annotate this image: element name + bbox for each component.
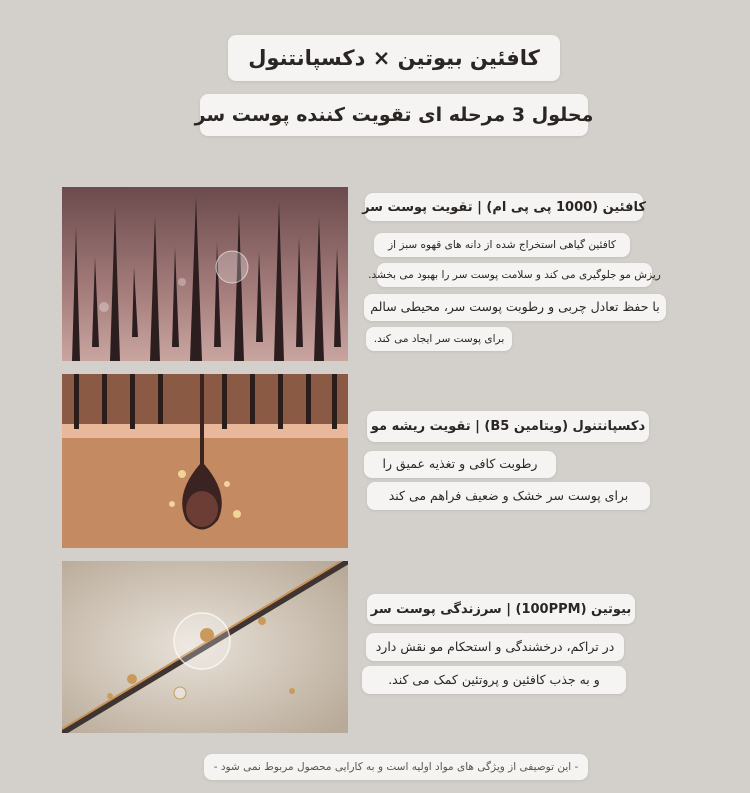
biotin-heading bbox=[367, 594, 635, 624]
disclaimer bbox=[204, 754, 588, 780]
biotin-line-2 bbox=[362, 666, 626, 694]
hair-follicles-icon bbox=[62, 187, 348, 361]
caffeine-heading bbox=[362, 193, 646, 221]
caffeine-line-3 bbox=[364, 294, 666, 321]
caffeine-line-4-text: برای پوست سر ایجاد می کند. bbox=[373, 332, 505, 345]
hair-strand-icon bbox=[62, 561, 348, 733]
dexpanthenol-line-1 bbox=[364, 451, 556, 478]
dexpanthenol-line-2-text: برای پوست سر خشک و ضعیف فراهم می کند bbox=[388, 487, 629, 503]
hair-root-icon bbox=[62, 374, 348, 548]
biotin-heading-text: بیوتین (100PPM) | سرزندگی پوست سر bbox=[370, 601, 632, 617]
caffeine-line-3-text: با حفظ تعادل چربی و رطوبت پوست سر، محیطی سالم bbox=[370, 299, 660, 315]
caffeine-line-4 bbox=[366, 327, 512, 351]
caffeine-line-1-text: کافئین گیاهی استخراج شده از دانه های قهوه سبز از bbox=[388, 238, 616, 251]
page-subtitle bbox=[194, 94, 594, 136]
biotin-line-2-text: و به جذب کافئین و پروتئین کمک می کند. bbox=[388, 671, 600, 687]
page-subtitle-text: محلول 3 مرحله ای تقویت کننده پوست سر bbox=[194, 103, 594, 126]
caffeine-line-1 bbox=[374, 233, 630, 257]
caffeine-line-2-text: ریزش مو جلوگیری می کند و سلامت پوست سر را بهبود می بخشد. bbox=[368, 268, 661, 281]
caffeine-image bbox=[62, 187, 348, 361]
page-title bbox=[228, 35, 560, 81]
page-title-text: کافئین بیوتین × دکسپانتنول bbox=[248, 45, 540, 70]
biotin-line-1-text: در تراکم، درخشندگی و استحکام مو نقش دارد bbox=[375, 638, 615, 654]
caffeine-line-2 bbox=[368, 263, 661, 287]
dexpanthenol-line-1-text: رطوبت کافی و تغذیه عمیق را bbox=[382, 456, 538, 472]
dexpanthenol-heading bbox=[367, 411, 649, 442]
dexpanthenol-image bbox=[62, 374, 348, 548]
dexpanthenol-line-2 bbox=[367, 482, 650, 510]
disclaimer-text: - این توصیفی از ویژگی های مواد اولیه است و به کارایی محصول مربوط نمی شود - bbox=[213, 760, 579, 773]
biotin-line-1 bbox=[366, 633, 624, 661]
caffeine-heading-text: کافئین (1000 پی پی ام) | تقویت پوست سر bbox=[362, 199, 646, 215]
biotin-image bbox=[62, 561, 348, 733]
dexpanthenol-heading-text: دکسپانتنول (ویتامین B5) | تقویت ریشه مو bbox=[370, 419, 646, 434]
